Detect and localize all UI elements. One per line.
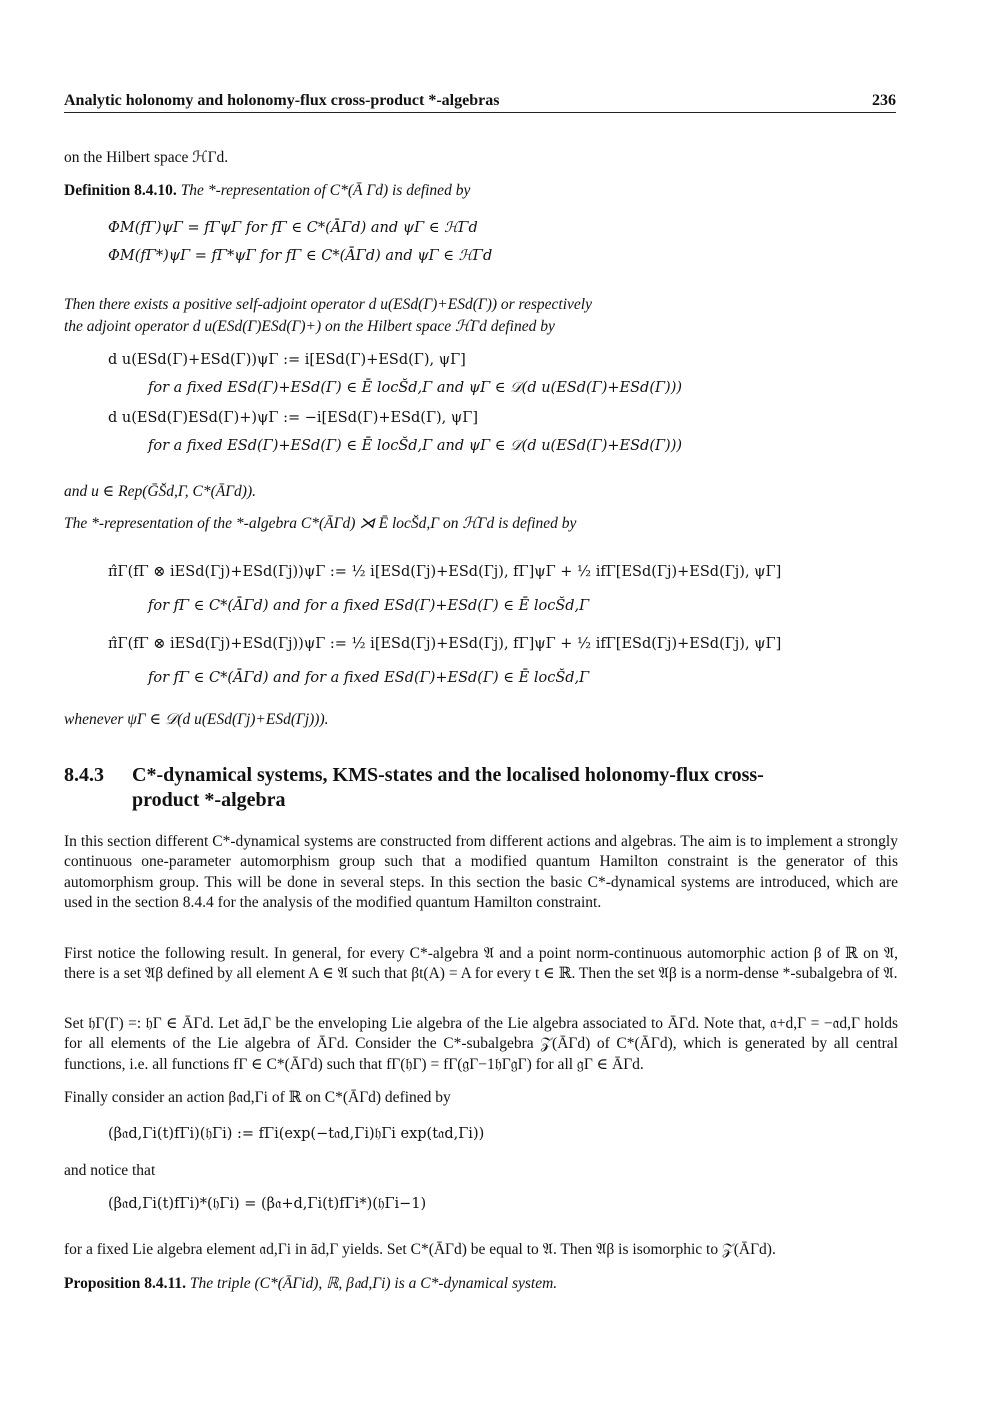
text-line: Then there exists a positive self-adjoint operator d u(ESd(Γ)+ESd(Γ)) or respectively	[64, 296, 592, 313]
equation-condition: for a fixed ESd(Γ)+ESd(Γ) ∈ Ē locS̆d,Γ and ψΓ ∈ 𝒟(d u(ESd(Γ)+ESd(Γ)))	[148, 438, 683, 454]
paragraph: First notice the following result. In general, for every C*-algebra 𝔄 and a point norm-continuous automorphic action β of ℝ on 𝔄, there is a set 𝔄β defined by all element A ∈ 𝔄 such that βt(A) = A for every t ∈ ℝ. Then the set 𝔄β is a norm-dense *-subalgebra of 𝔄.	[64, 945, 898, 983]
paragraph: Set 𝔥Γ(Γ) =: 𝔥Γ ∈ ĀΓd. Let ād,Γ be the enveloping Lie algebra of the Lie algebra associated to ĀΓd. Note that, 𝔞+d,Γ = −𝔞d,Γ holds for all elements of the Lie algebra of ĀΓd. Consider the C*-subalgebra 𝒵(ĀΓd) of C*(ĀΓd), which is generated by all central functions, i.e. all functions fΓ ∈ C*(ĀΓd) such that fΓ(𝔥Γ) = fΓ(𝔤Γ−1𝔥Γ𝔤Γ) for all 𝔤Γ ∈ ĀΓd.	[64, 1015, 898, 1073]
running-header	[64, 92, 896, 113]
equation-condition: for fΓ ∈ C*(ĀΓd) and for a fixed ESd(Γ)+ESd(Γ) ∈ Ē locS̆d,Γ	[148, 598, 590, 614]
section-heading	[64, 764, 104, 787]
text-line: The *-representation of the *-algebra C*(ĀΓd) ⋊ Ē locS̆d,Γ on ℋΓd is defined by	[64, 515, 577, 532]
equation: (β𝔞d,Γi(t)fΓi)(𝔥Γi) := fΓi(exp(−t𝔞d,Γi)𝔥Γi exp(t𝔞d,Γi))	[108, 1126, 485, 1142]
paragraph: Finally consider an action β𝔞d,Γi of ℝ on C*(ĀΓd) defined by	[64, 1089, 451, 1106]
section-number: 8.4.3	[64, 764, 104, 786]
section-title-line-2: product *-algebra	[132, 789, 286, 811]
proposition	[64, 1274, 557, 1293]
paragraph: for a fixed Lie algebra element 𝔞d,Γi in ād,Γ yields. Set C*(ĀΓd) be equal to 𝔄. Then 𝔄β is isomorphic to 𝒵(ĀΓd).	[64, 1241, 776, 1258]
equation-condition: for a fixed ESd(Γ)+ESd(Γ) ∈ Ē locS̆d,Γ and ψΓ ∈ 𝒟(d u(ESd(Γ)+ESd(Γ)))	[148, 380, 683, 396]
text-line: whenever ψΓ ∈ 𝒟(d u(ESd(Γj)+ESd(Γj))).	[64, 711, 329, 728]
equation: (β𝔞d,Γi(t)fΓi)*(𝔥Γi) = (β𝔞+d,Γi(t)fΓi*)(𝔥Γi−1)	[108, 1196, 427, 1212]
page-number: 236	[872, 92, 896, 109]
text-line: the adjoint operator d u(ESd(Γ)ESd(Γ)+) on the Hilbert space ℋΓd defined by	[64, 318, 555, 335]
equation-condition: for fΓ ∈ C*(ĀΓd) and for a fixed ESd(Γ)+ESd(Γ) ∈ Ē locS̆d,Γ	[148, 670, 590, 686]
section-title-line-1: C*-dynamical systems, KMS-states and the localised holonomy-flux cross-	[132, 764, 764, 786]
equation: π̂Γ(fΓ ⊗ iESd(Γj)+ESd(Γj))ψΓ := ½ i[ESd(Γj)+ESd(Γj), fΓ]ψΓ + ½ ifΓ[ESd(Γj)+ESd(Γj), ψΓ]	[108, 564, 782, 580]
equation: ΦM(fΓ*)ψΓ = fΓ*ψΓ for fΓ ∈ C*(ĀΓd) and ψΓ ∈ ℋΓd	[108, 248, 493, 264]
definition-label: Definition 8.4.10.	[64, 182, 177, 199]
text-line: and u ∈ Rep(ḠS̆d,Γ, C*(ĀΓd)).	[64, 483, 256, 500]
definition	[64, 182, 470, 200]
paragraph: In this section different C*-dynamical systems are constructed from different actions and algebras. The aim is to implement a strongly continuous one-parameter automorphism group such that a modified quantum Hamilton constraint is the generator of this automorphism group. This will be done in several steps. In this section the basic C*-dynamical systems are introduced, which are used in the section 8.4.4 for the analysis of the modified quantum Hamilton constraint.	[64, 833, 898, 912]
equation: d u(ESd(Γ)+ESd(Γ))ψΓ := i[ESd(Γ)+ESd(Γ), ψΓ]	[108, 352, 466, 368]
definition-text: The *-representation of C*(Ā Γd) is defined by	[180, 182, 471, 199]
text-line: and notice that	[64, 1162, 156, 1179]
header-title: Analytic holonomy and holonomy-flux cross-product *-algebras	[64, 92, 500, 109]
equation: ΦM(fΓ)ψΓ = fΓψΓ for fΓ ∈ C*(ĀΓd) and ψΓ ∈ ℋΓd	[108, 220, 478, 236]
proposition-label: Proposition 8.4.11.	[64, 1275, 187, 1292]
equation: d u(ESd(Γ)ESd(Γ)+)ψΓ := −i[ESd(Γ)+ESd(Γ), ψΓ]	[108, 410, 478, 426]
proposition-text: The triple (C*(ĀΓid), ℝ, β𝔞d,Γi) is a C*-dynamical system.	[189, 1275, 558, 1292]
text-line: on the Hilbert space ℋΓd.	[64, 149, 229, 166]
equation: π̂Γ(fΓ ⊗ iESd(Γj)+ESd(Γj))ψΓ := ½ i[ESd(Γj)+ESd(Γj), fΓ]ψΓ + ½ ifΓ[ESd(Γj)+ESd(Γj), ψΓ]	[108, 636, 782, 652]
